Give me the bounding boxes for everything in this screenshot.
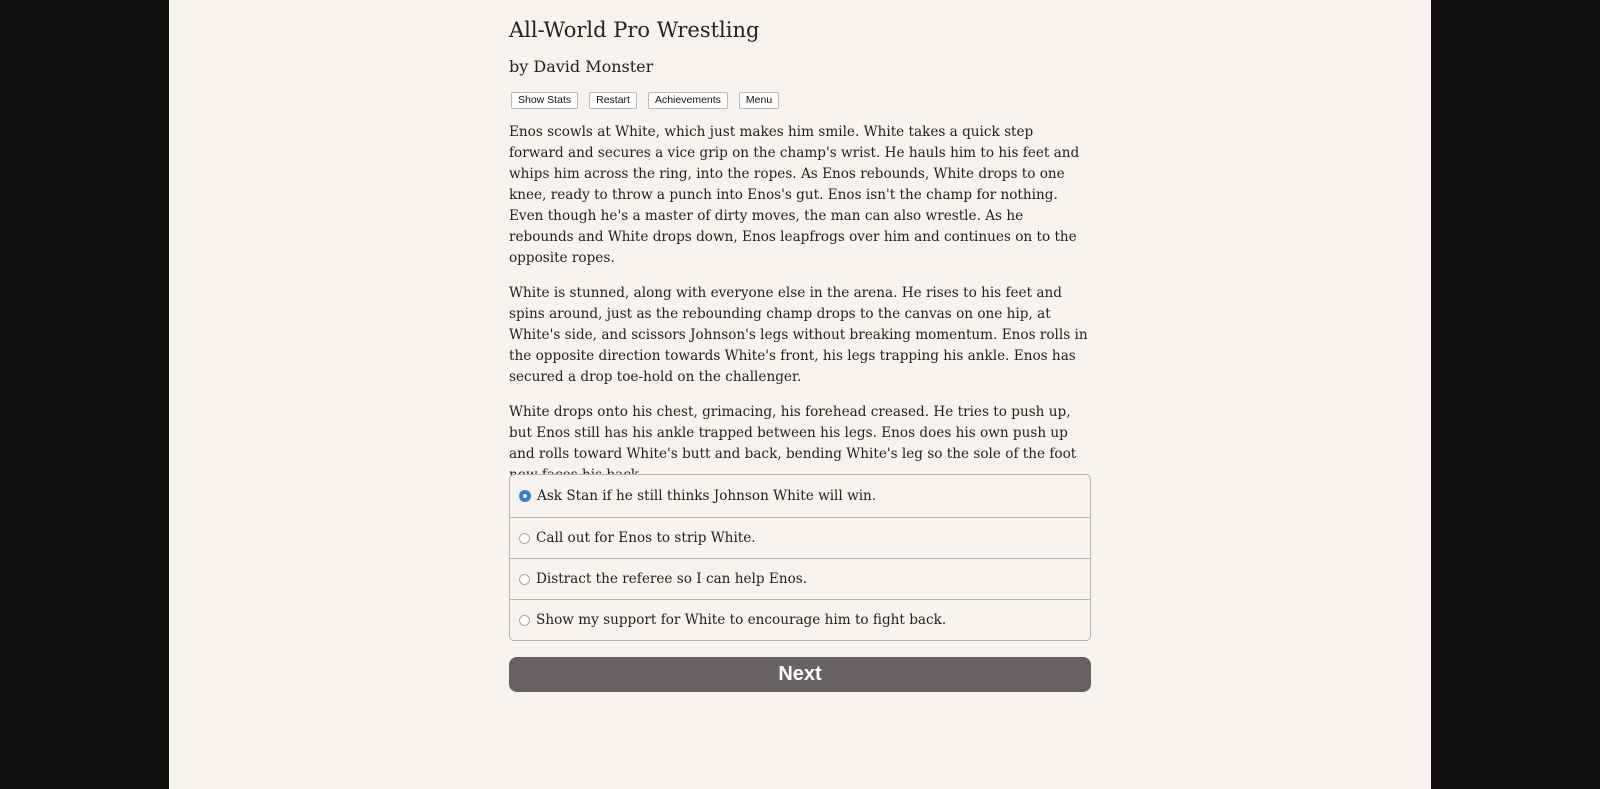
choice-option[interactable] bbox=[510, 475, 1090, 517]
choice-option[interactable] bbox=[510, 517, 1090, 558]
choice-option[interactable] bbox=[510, 558, 1090, 599]
choice-label: Ask Stan if he still thinks Johnson White will win. bbox=[537, 488, 877, 504]
choice-option[interactable] bbox=[510, 599, 1090, 640]
story-paragraph: Enos scowls at White, which just makes him smile. White takes a quick step forward and secures a vice grip on the champ's wrist. He hauls him to his feet and whips him across the ring, into the ropes. As Enos rebounds, White drops to one knee, ready to throw a punch into Enos's gut. Enos isn't the champ for nothing. Even though he's a master of dirty moves, the man can also wrestle. As he rebounds and White drops down, Enos leapfrogs over him and continues on to the opposite ropes. bbox=[509, 124, 1080, 266]
radio-icon[interactable] bbox=[519, 574, 530, 585]
story-paragraph: White drops onto his chest, grimacing, his forehead creased. He tries to push up, but Enos still has his ankle trapped between his legs. Enos does his own push up and rolls toward White's butt and back, bending White's leg so the sole of the foot bbox=[509, 404, 1077, 462]
story-paragraph: White is stunned, along with everyone else in the arena. He rises to his feet and spins around, just as the rebounding champ drops to the canvas on one hip, at White's side, and scissors Johnson's legs without breaking momentum. Enos rolls in the opposite direction towards White's front, his legs trapping his ankle. Enos has secured a drop toe-hold on the challenger. bbox=[509, 285, 1088, 385]
choice-label: Distract the referee so I can help Enos. bbox=[536, 571, 808, 587]
menu-button[interactable]: Menu bbox=[739, 92, 779, 109]
radio-icon[interactable] bbox=[519, 615, 530, 626]
choice-list bbox=[509, 474, 1091, 641]
toolbar bbox=[511, 92, 779, 109]
achievements-button[interactable]: Achievements bbox=[648, 92, 728, 109]
restart-button[interactable]: Restart bbox=[589, 92, 637, 109]
next-button[interactable]: Next bbox=[509, 657, 1091, 692]
game-author: by David Monster bbox=[509, 57, 654, 76]
game-page bbox=[169, 0, 1431, 789]
game-title: All-World Pro Wrestling bbox=[509, 18, 760, 42]
choice-label: Show my support for White to encourage him to fight back. bbox=[536, 612, 947, 628]
radio-selected-icon[interactable] bbox=[519, 490, 531, 502]
show-stats-button[interactable]: Show Stats bbox=[511, 92, 578, 109]
choice-label: Call out for Enos to strip White. bbox=[536, 530, 756, 546]
radio-icon[interactable] bbox=[519, 533, 530, 544]
